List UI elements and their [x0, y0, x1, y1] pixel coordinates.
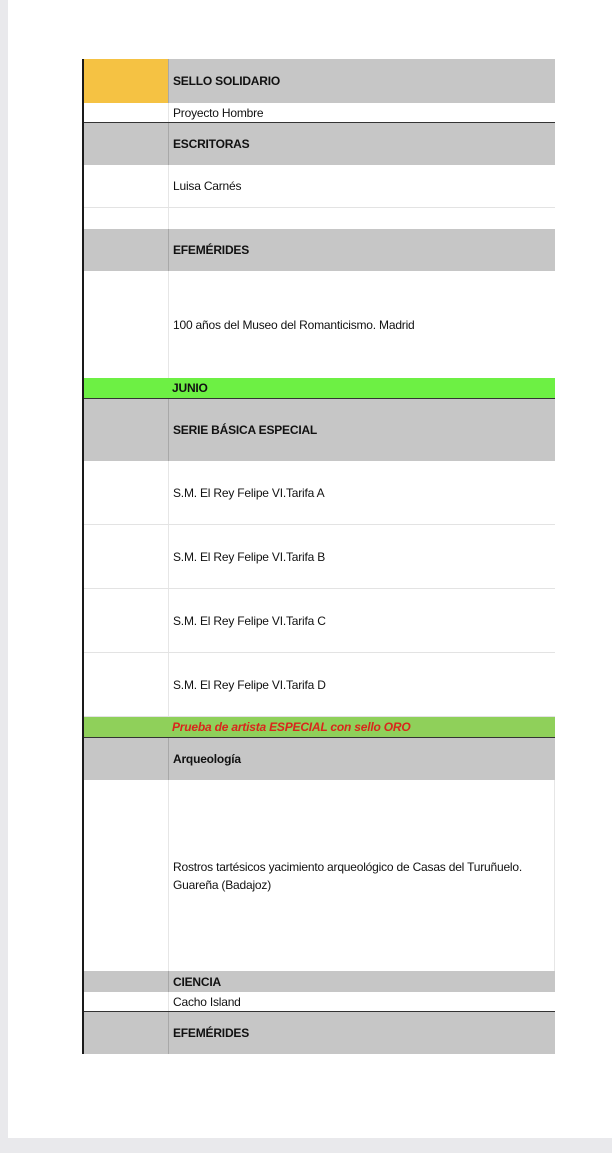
table-row	[84, 103, 555, 123]
section-title: EFEMÉRIDES	[168, 229, 555, 271]
section-row	[84, 123, 555, 165]
stamp-name: S.M. El Rey Felipe VI.Tarifa A	[168, 461, 555, 524]
highlight-note: Prueba de artista ESPECIAL con sello ORO	[172, 720, 411, 734]
table-row	[84, 461, 555, 525]
stamp-name: Cacho Island	[168, 992, 555, 1011]
table-row	[84, 271, 555, 378]
section-row	[84, 1012, 555, 1054]
stamp-name: 100 años del Museo del Romanticismo. Madrid	[168, 271, 555, 378]
month-label: JUNIO	[172, 381, 208, 395]
stamp-name: S.M. El Rey Felipe VI.Tarifa B	[168, 525, 555, 588]
table-row-empty	[84, 208, 555, 229]
highlight-row	[84, 717, 555, 738]
color-swatch-cell	[84, 59, 168, 103]
stamp-name: Proyecto Hombre	[168, 103, 555, 122]
section-row	[84, 59, 555, 103]
section-row	[84, 229, 555, 271]
table-row	[84, 165, 555, 208]
section-title: SERIE BÁSICA ESPECIAL	[168, 399, 555, 461]
section-title: Arqueología	[168, 738, 555, 780]
stamp-name: Luisa Carnés	[168, 165, 555, 207]
section-title: EFEMÉRIDES	[168, 1012, 555, 1054]
month-row	[84, 378, 555, 399]
table-row	[84, 780, 555, 971]
stamp-table	[82, 59, 555, 1054]
section-row	[84, 971, 555, 992]
section-title: ESCRITORAS	[168, 123, 555, 165]
table-row	[84, 589, 555, 653]
stamp-name: Rostros tartésicos yacimiento arqueológico de Casas del Turuñuelo. Guareña (Badajoz)	[168, 780, 555, 971]
section-row	[84, 399, 555, 461]
section-title: CIENCIA	[168, 971, 555, 992]
table-row	[84, 992, 555, 1012]
section-row	[84, 738, 555, 780]
table-row	[84, 653, 555, 717]
table-row	[84, 525, 555, 589]
document-page	[8, 0, 612, 1138]
section-title: SELLO SOLIDARIO	[168, 59, 555, 103]
stamp-name: S.M. El Rey Felipe VI.Tarifa D	[168, 653, 555, 716]
stamp-name: S.M. El Rey Felipe VI.Tarifa C	[168, 589, 555, 652]
